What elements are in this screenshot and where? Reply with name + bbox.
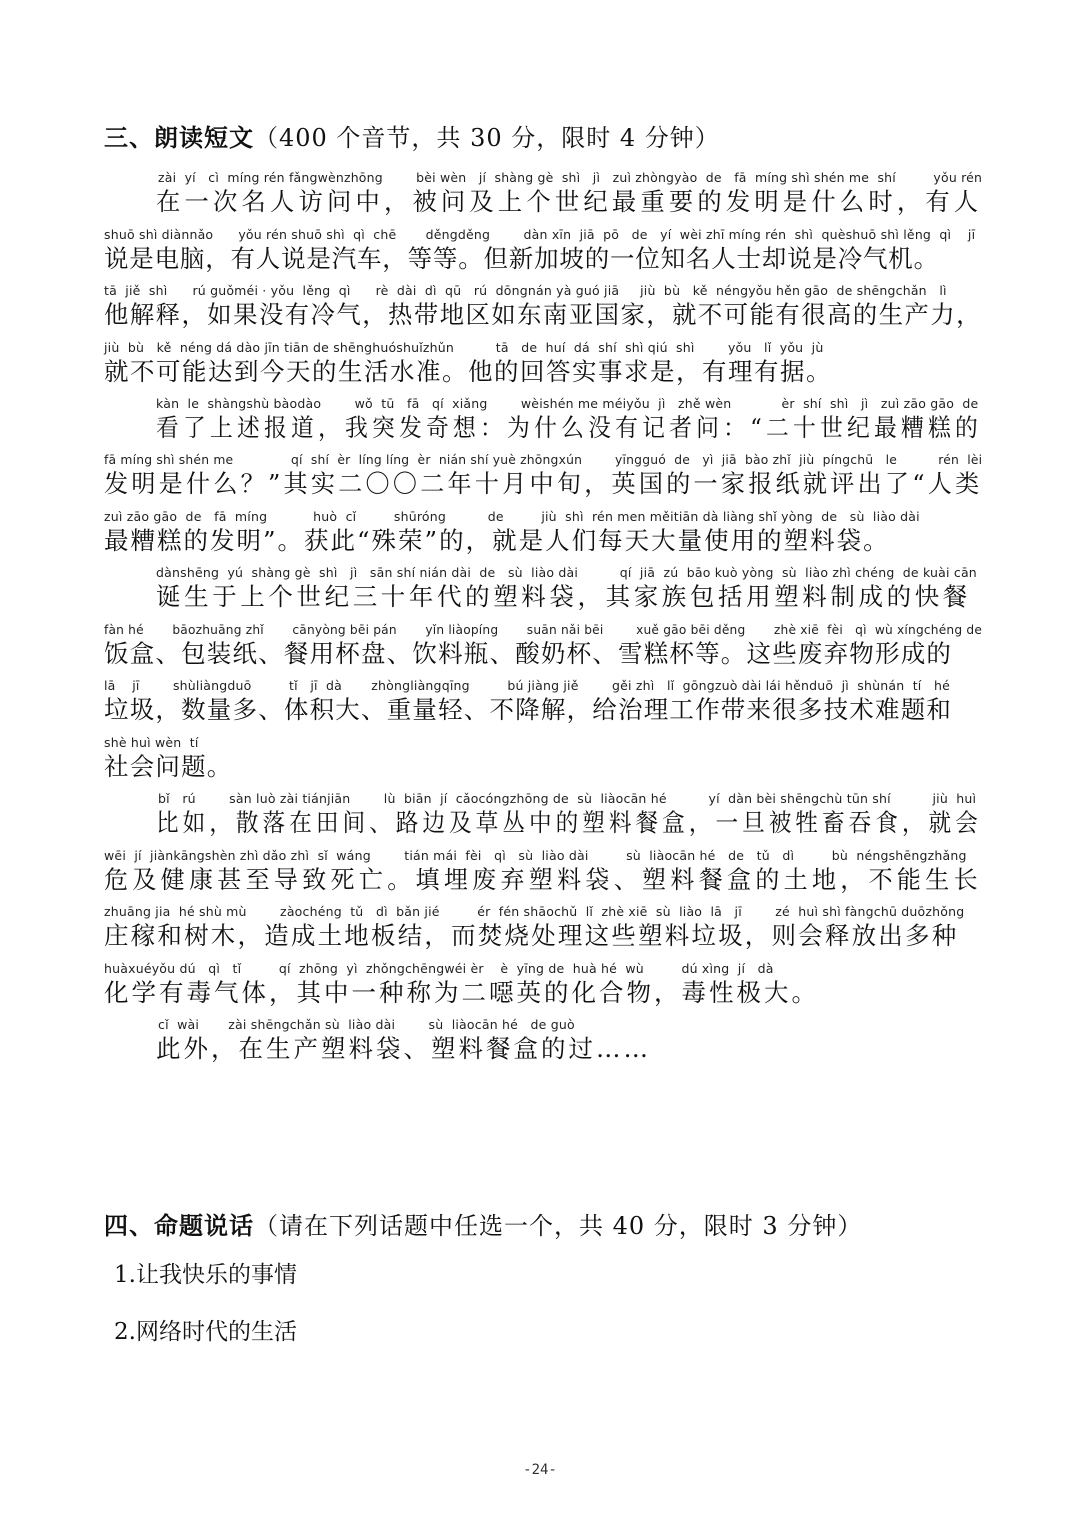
section4-subtitle: （请在下列话题中任选一个，共 40 分，限时 3 分钟） bbox=[254, 1212, 863, 1240]
text-line: 比如，散落在田间、路边及草丛中的塑料餐盒，一旦被牲畜吞食，就会 bbox=[156, 808, 982, 837]
pinyin-line: dànshēng yú shàng gè shì jì sān shí nián dài de sù liào dài qí jiā zú bāo kuò yòng sù liào zhì chéng de kuài cān bbox=[156, 565, 977, 580]
text-line: 最糟糕的发明”。获此“殊荣”的，就是人们每天大量使用的塑料袋。 bbox=[104, 526, 890, 555]
text-line: 诞生于上个世纪三十年代的塑料袋，其家族包括用塑料制成的快餐 bbox=[156, 582, 971, 611]
text-line: 庄稼和树木，造成土地板结，而焚烧处理这些塑料垃圾，则会释放出多种 bbox=[104, 921, 959, 950]
text-line: 饭盒、包装纸、餐用杯盘、饮料瓶、酸奶杯、雪糕杯等。这些废弃物形成的 bbox=[104, 639, 953, 668]
pinyin-line: fàn hé bāozhuāng zhǐ cānyòng bēi pán yǐn liàopíng suān nǎi bēi xuě gāo bēi děng zhè xiē fèi qì wù xíngchéng de bbox=[104, 622, 983, 637]
pinyin-line: zuì zāo gāo de fā míng huò cǐ shūróng de jiù shì rén men měitiān dà liàng shǐ yòng de sù liào dài bbox=[104, 509, 920, 524]
pinyin-line: lā jī shùliàngduō tǐ jī dà zhòngliàngqīng bú jiàng jiě gěi zhì lǐ gōngzuò dài lái hěnduō jì shùnán tí hé bbox=[104, 678, 951, 693]
pinyin-line: bǐ rú sàn luò zài tiánjiān lù biān jí cǎocóngzhōng de sù liàocān hé yí dàn bèi shēngchù tūn shí jiù huì bbox=[158, 791, 977, 806]
pinyin-line: shuō shì diànnǎo yǒu rén shuō shì qì chē děngděng dàn xīn jiā pō de yí wèi zhī míng rén shì quèshuō shì lěng qì jī bbox=[104, 227, 976, 242]
topic-item: 2.网络时代的生活 bbox=[114, 1319, 297, 1345]
topic-item: 1.让我快乐的事情 bbox=[114, 1262, 297, 1288]
text-line: 就不可能达到今天的生活水准。他的回答实事求是，有理有据。 bbox=[104, 357, 832, 386]
pinyin-line: fā míng shì shén me qí shí èr líng líng èr nián shí yuè zhōngxún yīngguó de yì jiā bào zhǐ jiù píngchū le rén lèi bbox=[104, 452, 983, 467]
text-line: 发明是什么？”其实二〇〇二年十月中旬，英国的一家报纸就评出了“人类 bbox=[104, 469, 983, 498]
text-line: 化学有毒气体，其中一种称为二噁英的化合物，毒性极大。 bbox=[104, 978, 819, 1007]
pinyin-line: shè huì wèn tí bbox=[104, 735, 199, 750]
pinyin-line: wēi jí jiànkāngshèn zhì dǎo zhì sǐ wáng tián mái fèi qì sù liào dài sù liàocān hé de tǔ dì bù néngshēngzhǎng bbox=[104, 848, 967, 863]
pinyin-line: zài yí cì míng rén fǎngwènzhōng bèi wèn jí shàng gè shì jì zuì zhòngyào de fā míng shì shén me shí yǒu rén bbox=[158, 170, 983, 185]
section4-heading bbox=[104, 1206, 862, 1241]
text-line: 危及健康甚至导致死亡。填埋废弃塑料袋、塑料餐盒的土地，不能生长 bbox=[104, 865, 982, 894]
section4-title: 四、命题说话 bbox=[104, 1212, 254, 1240]
section3-subtitle: （400 个音节，共 30 分，限时 4 分钟） bbox=[254, 124, 720, 152]
section3-title: 三、朗读短文 bbox=[104, 124, 254, 152]
section3-heading bbox=[104, 118, 720, 153]
text-line: 说是电脑，有人说是汽车，等等。但新加坡的一位知名人士却说是冷气机。 bbox=[104, 244, 939, 273]
pinyin-line: cǐ wài zài shēngchǎn sù liào dài sù liàocān hé de guò bbox=[158, 1017, 575, 1032]
text-line: 他解释，如果没有冷气，热带地区如东南亚国家，就不可能有很高的生产力， bbox=[104, 300, 982, 329]
pinyin-line: huàxuéyǒu dú qì tǐ qí zhōng yì zhǒngchēngwéi èr è yīng de huà hé wù dú xìng jí dà bbox=[104, 961, 774, 976]
text-line: 垃圾，数量多、体积大、重量轻、不降解，给治理工作带来很多技术难题和 bbox=[104, 695, 953, 724]
page-number: -24- bbox=[523, 1462, 557, 1478]
text-line: 此外，在生产塑料袋、塑料餐盒的过…… bbox=[156, 1034, 651, 1063]
pinyin-line: tā jiě shì rú guǒméi · yǒu lěng qì rè dài dì qū rú dōngnán yà guó jiā jiù bù kě néngyǒu hěn gāo de shēngchǎn lì bbox=[104, 283, 947, 298]
text-line: 看了上述报道，我突发奇想：为什么没有记者问：“二十世纪最糟糕的 bbox=[156, 413, 983, 442]
text-line: 在一次名人访问中，被问及上个世纪最重要的发明是什么时，有人 bbox=[156, 187, 983, 216]
text-line: 社会问题。 bbox=[104, 752, 233, 781]
pinyin-line: zhuāng jia hé shù mù zàochéng tǔ dì bǎn jié ér fén shāochǔ lǐ zhè xiē sù liào lā jī zé huì shì fàngchū duōzhǒng bbox=[104, 904, 965, 919]
pinyin-line: kàn le shàngshù bàodào wǒ tū fā qí xiǎng wèishén me méiyǒu jì zhě wèn èr shí shì jì zuì zāo gāo de bbox=[156, 396, 979, 411]
pinyin-line: jiù bù kě néng dá dào jīn tiān de shēnghuóshuǐzhǔn tā de huí dá shí shì qiú shì yǒu lǐ yǒu jù bbox=[104, 340, 824, 355]
